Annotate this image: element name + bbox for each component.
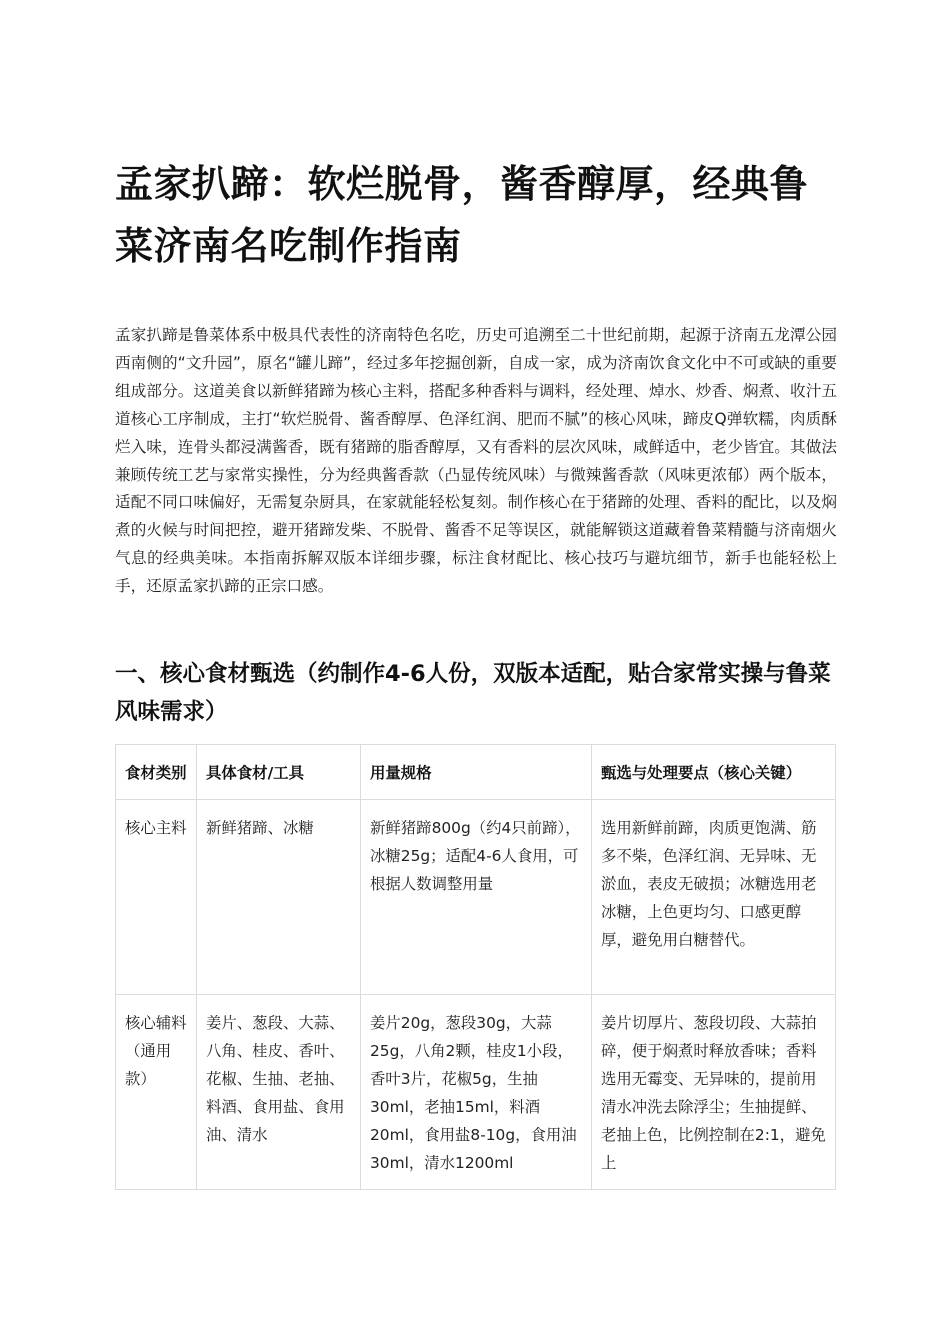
table-row	[116, 995, 836, 1190]
cell-amount: 姜片20g，葱段30g，大蒜25g，八角2颗，桂皮1小段，香叶3片，花椒5g，生抽30ml，老抽15ml，料酒20ml，食用盐8-10g，食用油30ml，清水1200ml	[361, 995, 592, 1190]
cell-items: 新鲜猪蹄、冰糖	[197, 800, 361, 995]
cell-category: 核心主料	[116, 800, 197, 995]
cell-items: 姜片、葱段、大蒜、八角、桂皮、香叶、花椒、生抽、老抽、料酒、食用盐、食用油、清水	[197, 995, 361, 1190]
table-row	[116, 800, 836, 995]
cell-amount: 新鲜猪蹄800g（约4只前蹄），冰糖25g；适配4-6人食用，可根据人数调整用量	[361, 800, 592, 995]
cell-category: 核心辅料（通用款）	[116, 995, 197, 1190]
cell-notes: 选用新鲜前蹄，肉质更饱满、筋多不柴，色泽红润、无异味、无淤血，表皮无破损；冰糖选用老冰糖，上色更均匀、口感更醇厚，避免用白糖替代。	[592, 800, 836, 995]
cell-notes: 姜片切厚片、葱段切段、大蒜拍碎，便于焖煮时释放香味；香料选用无霉变、无异味的，提前用清水冲洗去除浮尘；生抽提鲜、老抽上色，比例控制在2:1，避免上	[592, 995, 836, 1190]
intro-paragraph: 孟家扒蹄是鲁菜体系中极具代表性的济南特色名吃，历史可追溯至二十世纪前期，起源于济南五龙潭公园西南侧的“文升园”，原名“罐儿蹄”，经过多年挖掘创新，自成一家，成为济南饮食文化中不可或缺的重要组成部分。这道美食以新鲜猪蹄为核心主料，搭配多种香料与调料，经处理、焯水、炒香、焖煮、收汁五道核心工序制成，主打“软烂脱骨、酱香醇厚、色泽红润、肥而不腻”的核心风味，蹄皮Q弹软糯，肉质酥烂入味，连骨头都浸满酱香，既有猪蹄的脂香醇厚，又有香料的层次风味，咸鲜适中，老少皆宜。其做法兼顾传统工艺与家常实操性，分为经典酱香款（凸显传统风味）与微辣酱香款（风味更浓郁）两个版本，适配不同口味偏好，无需复杂厨具，在家就能轻松复刻。制作核心在于猪蹄的处理、香料的配比，以及焖煮的火候与时间把控，避开猪蹄发柴、不脱骨、酱香不足等误区，就能解锁这道藏着鲁菜精髓与济南烟火气息的经典美味。本指南拆解双版本详细步骤，标注食材配比、核心技巧与避坑细节，新手也能轻松上手，还原孟家扒蹄的正宗口感。	[115, 326, 837, 596]
ingredient-table	[115, 744, 836, 1190]
column-header-amount: 用量规格	[361, 745, 592, 800]
column-header-items: 具体食材/工具	[197, 745, 361, 800]
page-title: 孟家扒蹄：软烂脱骨，酱香醇厚，经典鲁菜济南名吃制作指南	[115, 162, 809, 268]
column-header-category: 食材类别	[116, 745, 197, 800]
table-header-row	[116, 745, 836, 800]
column-header-notes: 甄选与处理要点（核心关键）	[592, 745, 836, 800]
section-heading-ingredients: 一、核心食材甄选（约制作4-6人份，双版本适配，贴合家常实操与鲁菜风味需求）	[115, 661, 831, 725]
